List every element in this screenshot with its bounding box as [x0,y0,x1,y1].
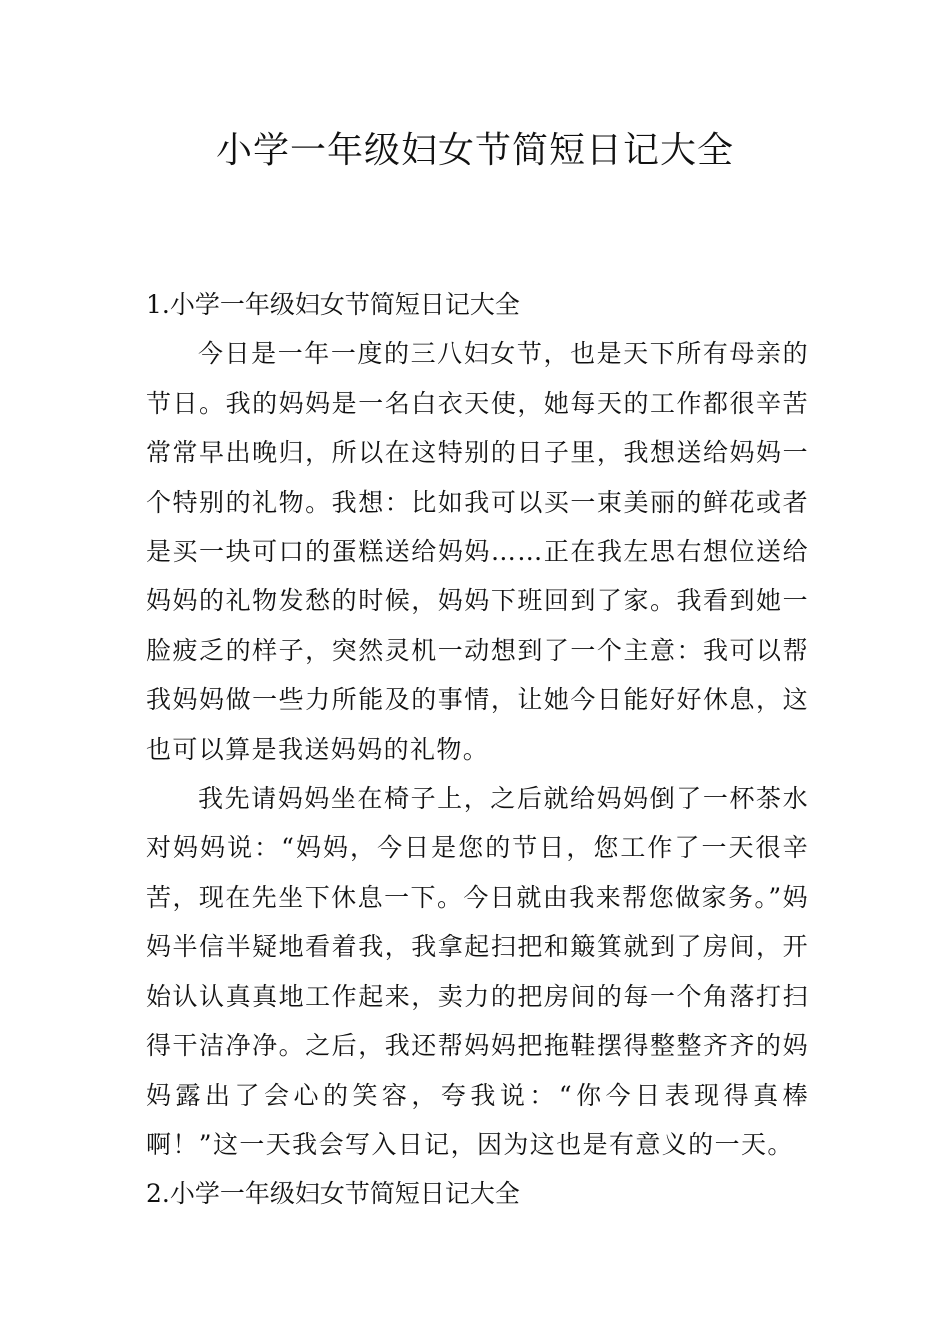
document-body [146,280,809,1219]
document-title: 小学一年级妇女节简短日记大全 [215,130,734,171]
section-heading-2: 2.小学一年级妇女节简短日记大全 [146,1179,520,1209]
paragraph-1: 今日是一年一度的三八妇女节，也是天下所有母亲的节日。我的妈妈是一名白衣天使，她每天的工作都很辛苦常常早出晚归，所以在这特别的日子里，我想送给妈妈一个特别的礼物。我想：比如我可以买一束美丽的鲜花或者是买一块可口的蛋糕送给妈妈……正在我左思右想位送给妈妈的礼物发愁的时候，妈妈下班回到了家。我看到她一脸疲乏的样子，突然灵机一动想到了一个主意：我可以帮我妈妈做一些力所能及的事情，让她今日能好好休息，这也可以算是我送妈妈的礼物。 [146,339,809,764]
section-heading-1: 1.小学一年级妇女节简短日记大全 [146,290,520,319]
paragraph-2: 我先请妈妈坐在椅子上，之后就给妈妈倒了一杯茶水对妈妈说：“妈妈，今日是您的节日，您工作了一天很辛苦，现在先坐下休息一下。今日就由我来帮您做家务。”妈妈半信半疑地看着我，我拿起扫把和簸箕就到了房间，开始认认真真地工作起来，卖力的把房间的每一个角落打扫得干洁净净。之后，我还帮妈妈把拖鞋摆得整整齐齐的妈妈露出了会心的笑容，夸我说：“你今日表现得真棒啊！”这一天我会写入日记，因为这也是有意义的一天。 [146,784,809,1159]
